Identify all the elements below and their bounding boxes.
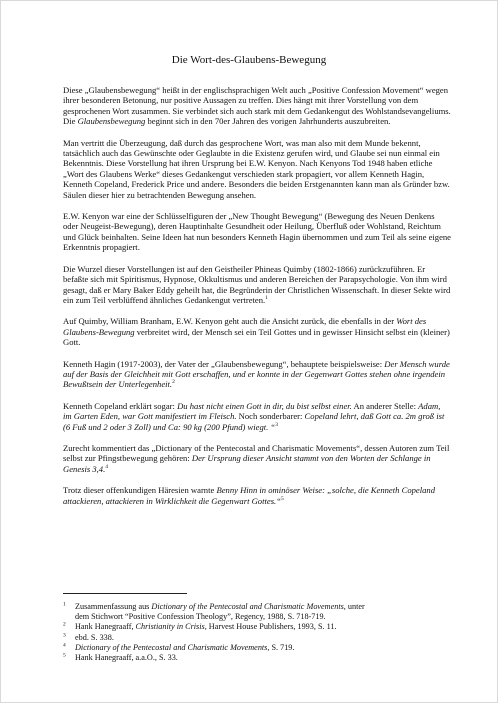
footnote-ref-2[interactable]: 2 (172, 379, 175, 386)
footnote-separator (63, 593, 187, 594)
paragraph-5-text-end: verbreitet wird, der Mensch sei ein Teil Gottes und in gewisser Hinsicht selbst ein (kleiner) Gott. (63, 326, 450, 348)
footnote-ref-4[interactable]: 4 (105, 463, 108, 470)
footnote-3 (63, 633, 451, 643)
footnote-ref-5[interactable]: 5 (280, 495, 284, 502)
footnote-4 (63, 643, 451, 653)
footnote-number: 2 (63, 621, 66, 628)
paragraph-7-text: Kenneth Copeland erklärt sogar: (63, 400, 178, 411)
footnote-text-line-2: dem Stichwort “Positive Confession Theology”, Regency, 1988, S. 718-719. (75, 612, 326, 622)
paragraph-8-quote: Der Ursprung dieser Ansicht stammt von den Worten der Schlange in Genesis 3,4. (63, 453, 431, 474)
footnote-number: 4 (63, 642, 66, 649)
paragraph-8-text: Zurecht kommentiert das „Dictionary of the Pentecostal and Charismatic Movements“, dessen Autoren zum Teil selbst zur Pfingstbewegung gehören: (63, 442, 450, 464)
footnote-title: Dictionary of the Pentecostal and Charismatic Movements (75, 642, 268, 652)
paragraph-9 (63, 485, 451, 506)
footnote-text: Hank Hanegraaff, a.a.O., S. 33. (75, 653, 178, 663)
footnote-title: Dictionary of the Pentecostal and Charismatic Movements (151, 602, 344, 611)
paragraph-6 (63, 359, 451, 390)
paragraph-1 (63, 85, 451, 127)
paragraph-1-italic: Glaubensbewegung (77, 116, 146, 127)
footnotes (63, 602, 451, 663)
paragraph-6-quote: Der Mensch wurde auf der Basis der Gleichheit mit Gott erschaffen, und er konnte in der Gegenwart Gottes stehen ohne irgendein Bewußtsein der Unterlegenheit. (63, 358, 450, 390)
paragraph-7-text-2: An anderer Stelle: (351, 400, 419, 411)
paragraph-9-text: Trotz dieser offenkundigen Häresien warnte (63, 485, 217, 496)
paragraph-7 (63, 401, 451, 432)
paragraph-7-quote-1: Du hast nicht einen Gott in dir, du bist selbst einer. (177, 400, 352, 411)
paragraph-3: E.W. Kenyon war eine der Schlüsselfiguren der „New Thought Bewegung“ (Bewegung des Neuen Denkens oder Neugeist-Bewegung), deren Hauptinhalte Gesundheit oder Heilung, Überfluß oder Wohlstand, Reichtum und Glück beinhalten. Seine Ideen hat nun besonders Kenneth Hagin übernommen und zum Teil als seine eigene Erkenntnis propagiert. (63, 211, 451, 253)
footnote-text: , S. 719. (267, 642, 295, 652)
paragraph-4 (63, 264, 451, 306)
body-text (63, 85, 451, 517)
footnote-text: ebd. S. 338. (75, 632, 114, 642)
footnote-2 (63, 622, 451, 632)
footnote-title: Christianity in Crisis (135, 622, 205, 632)
page-title: Die Wort-des-Glaubens-Bewegung (171, 54, 327, 66)
paragraph-5-italic: Wort des Glaubens-Bewegung (63, 316, 427, 337)
footnote-text: Zusammenfassung aus (75, 602, 152, 611)
paragraph-7-text-3: Noch sonderbarer: (236, 411, 305, 422)
footnote-ref-3[interactable]: 3 (275, 421, 278, 428)
footnote-5 (63, 653, 451, 663)
footnote-number: 5 (63, 652, 66, 659)
paragraph-5 (63, 316, 451, 347)
paragraph-1-text: Diese „Glaubensbewegung“ heißt in der englischsprachigen Welt auch „Positive Confession Movement“ wegen ihrer besonderen Betonung, nur positive Aussagen zu treffen. Dies hängt mit ihrer Vorstellung von dem gesprochenen Wort zusammen. Sie verbindet sich auch stark mit dem Gedankengut des Wohlstandsevangeliums. Die (63, 85, 451, 127)
footnote-1 (63, 602, 451, 622)
footnote-text: Hank Hanegraaff, (75, 622, 136, 632)
paragraph-7-quote-2: Adam, im Garten Eden, war Gott manifestiert im Fleisch. (63, 400, 441, 422)
footnote-number: 3 (63, 631, 66, 638)
footnote-text: , Harvest House Publishers, 1993, S. 11. (204, 622, 337, 632)
footnote-number: 1 (63, 601, 66, 608)
footnote-ref-1[interactable]: 1 (265, 295, 268, 302)
paragraph-1-text-end: beginnt sich in den 70er Jahren des vorigen Jahrhunderts auszubreiten. (145, 116, 391, 127)
paragraph-4-text: Die Wurzel dieser Vorstellungen ist auf den Geistheiler Phineas Quimby (1802-1866) zurückzuführen. Er befaßte sich mit Spiritismus, Hypnose, Okkultismus und anderen Bereichen der Parapsychologie. Von ihm wird gesagt, daß er Mary Baker Eddy geheilt hat, die Begründerin der Christlichen Wissenschaft. In dieser Sekte wird ein zum Teil verblüffend ähnliches Gedankengut vertreten. (63, 263, 451, 305)
paragraph-2: Man vertritt die Überzeugung, daß durch das gesprochene Wort, was man also mit dem Munde bekennt, tatsächlich auch das Gewünschte oder Geglaubte in die Existenz gerufen wird, und Glaube sei nun einmal ein Bekenntnis. Diese Vorstellung hat ihren Ursprung bei E.W. Kenyon. Nach Kenyons Tod 1948 haben etliche „Wort des Glaubens Werke“ dieses Gedankengut verschieden stark propagiert, vor allem Kenneth Hagin, Kenneth Copeland, Frederick Price und andere. Besonders die beiden Erstgenannten kann man als Gründer bzw. Säulen dieser hier zu betrachtenden Bewegung ansehen. (63, 137, 450, 200)
paragraph-6-text: Kenneth Hagin (1917-2003), der Vater der „Glaubensbewegung“, behauptete beispielsweise: (63, 358, 385, 369)
paragraph-5-text: Auf Quimby, William Branham, E.W. Kenyon geht auch die Ansicht zurück, die ebenfalls in der (63, 316, 397, 327)
footnote-text: , unter (343, 602, 365, 611)
paragraph-9-quote: Benny Hinn in ominöser Weise: „solche, die Kenneth Copeland attackieren, attackieren in Wirklichkeit die Gegenwart Gottes.“ (63, 485, 436, 506)
paragraph-8 (63, 443, 451, 474)
paragraph-7-quote-3: Copeland lehrt, daß Gott ca. 2m groß ist (6 Fuß und 2 oder 3 Zoll) und Ca: 90 kg (200 Pfund) wiegt. “ (63, 411, 445, 432)
